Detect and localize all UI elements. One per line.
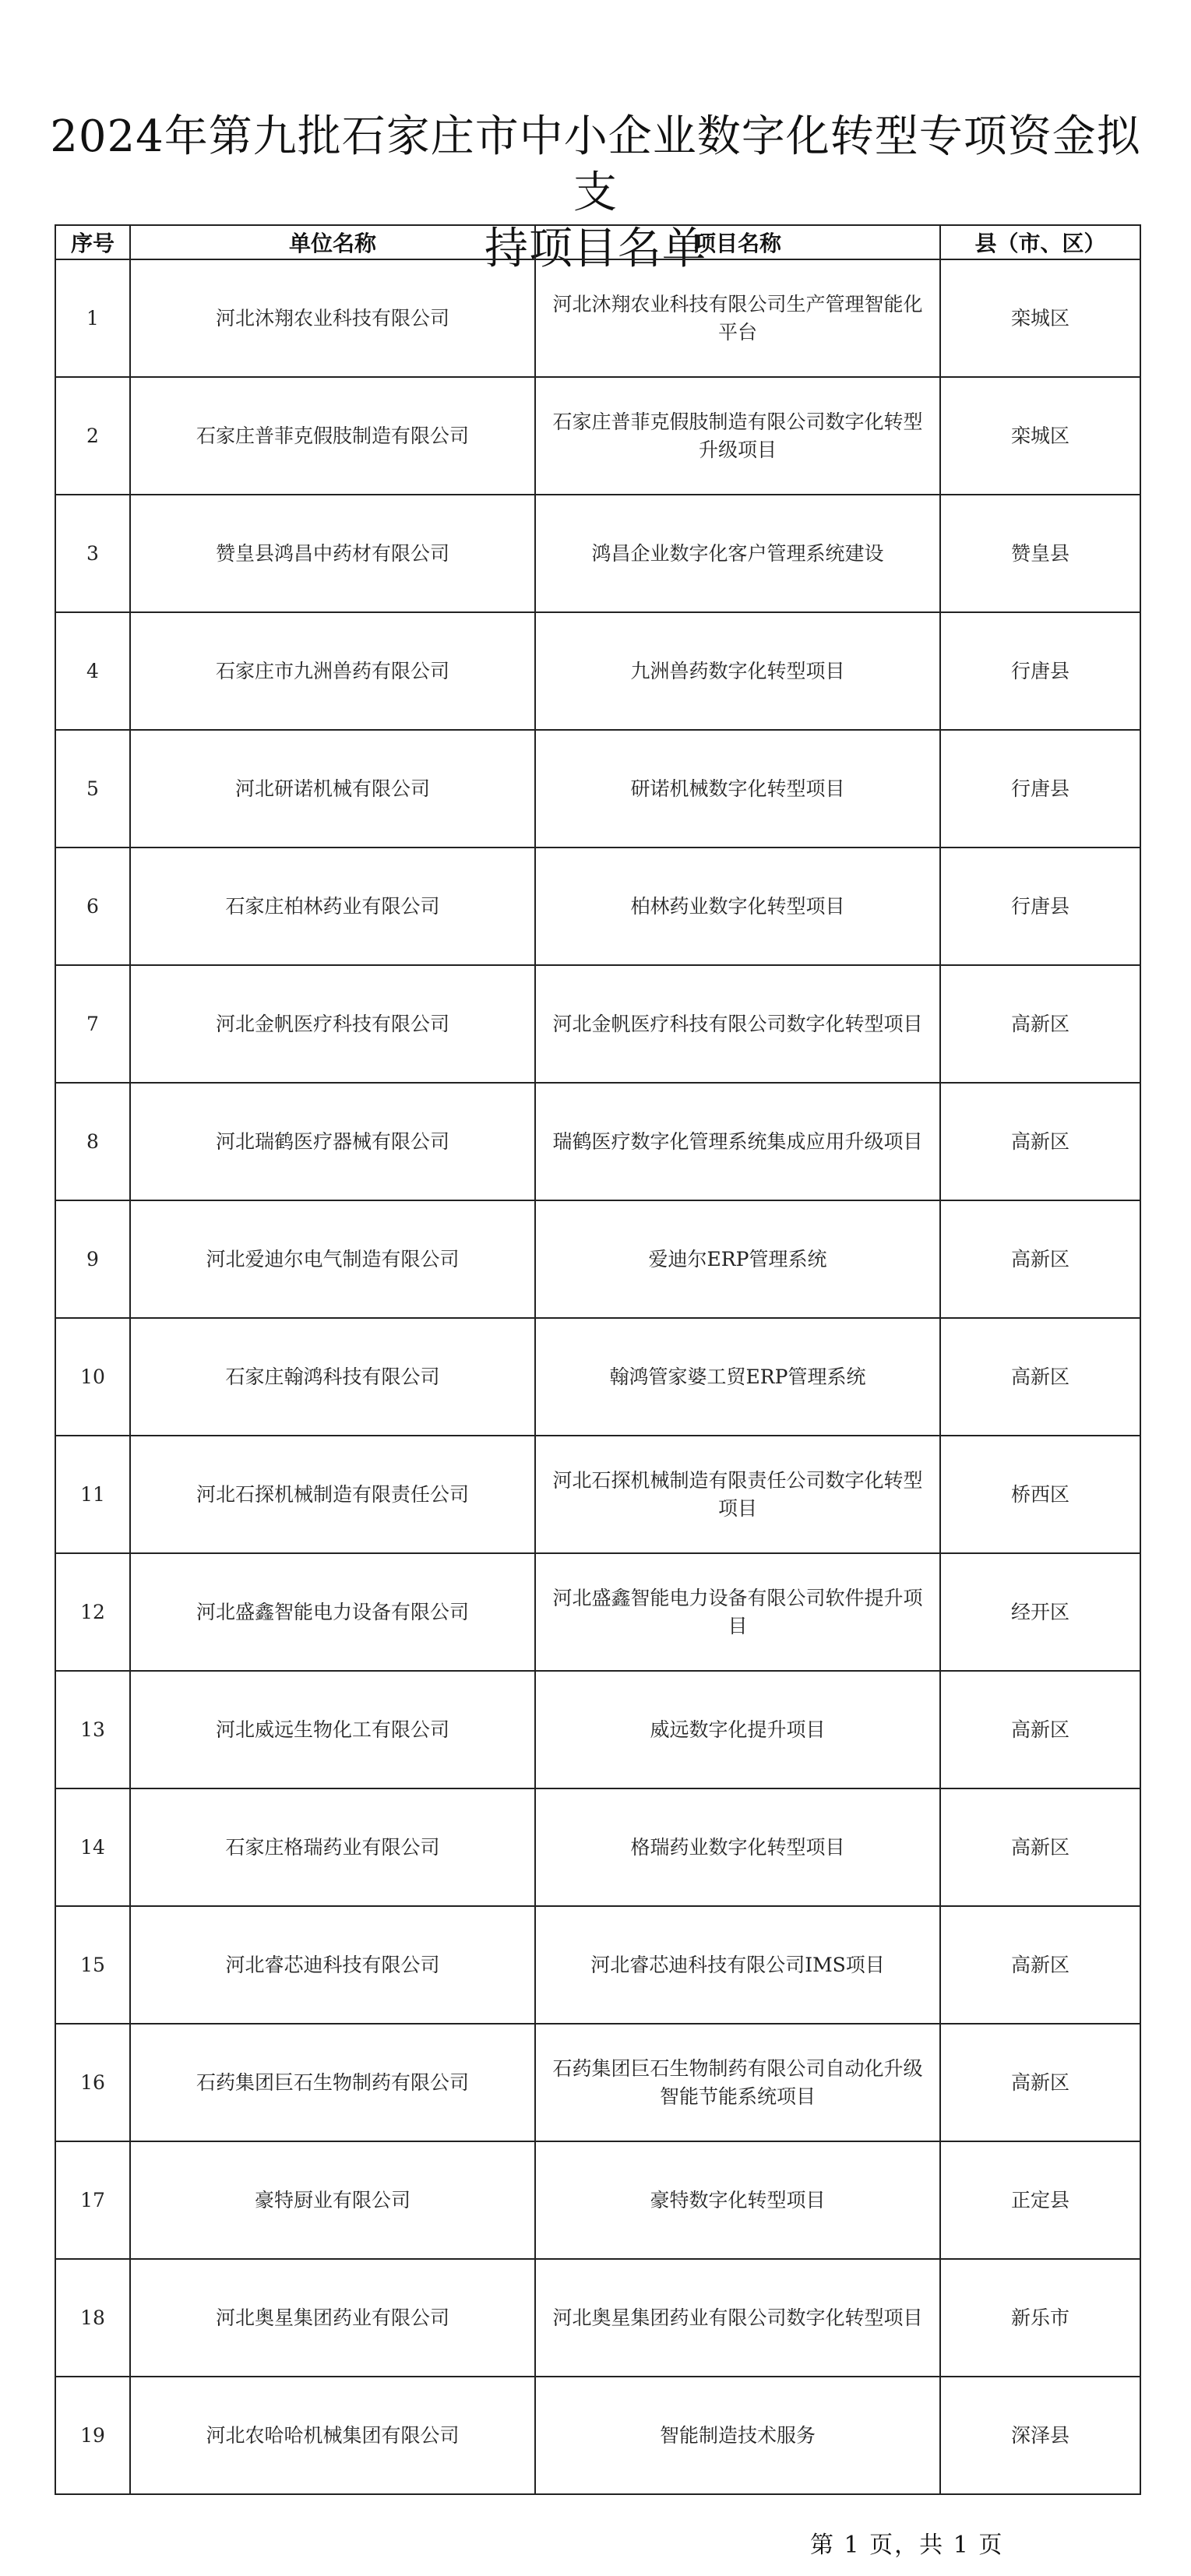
table-row	[55, 2024, 1140, 2141]
cell-no: 2	[55, 377, 130, 495]
cell-no: 7	[55, 965, 130, 1083]
cell-no: 3	[55, 495, 130, 612]
cell-district: 高新区	[940, 1318, 1140, 1436]
cell-unit-name: 石家庄格瑞药业有限公司	[130, 1788, 535, 1906]
cell-project-name: 威远数字化提升项目	[535, 1671, 940, 1788]
cell-unit-name: 河北农哈哈机械集团有限公司	[130, 2377, 535, 2494]
cell-district: 行唐县	[940, 612, 1140, 730]
cell-unit-name: 河北研诺机械有限公司	[130, 730, 535, 848]
cell-no: 9	[55, 1200, 130, 1318]
table-row	[55, 848, 1140, 965]
cell-project-name: 河北石探机械制造有限责任公司数字化转型项目	[535, 1436, 940, 1553]
cell-unit-name: 河北瑞鹤医疗器械有限公司	[130, 1083, 535, 1200]
table-row	[55, 1671, 1140, 1788]
cell-project-name: 瑞鹤医疗数字化管理系统集成应用升级项目	[535, 1083, 940, 1200]
table-row	[55, 1436, 1140, 1553]
cell-district: 高新区	[940, 2024, 1140, 2141]
cell-no: 5	[55, 730, 130, 848]
table-row	[55, 2259, 1140, 2377]
table-row	[55, 1318, 1140, 1436]
cell-no: 4	[55, 612, 130, 730]
cell-project-name: 河北奥星集团药业有限公司数字化转型项目	[535, 2259, 940, 2377]
cell-no: 6	[55, 848, 130, 965]
cell-district: 行唐县	[940, 848, 1140, 965]
cell-no: 19	[55, 2377, 130, 2494]
table-row	[55, 495, 1140, 612]
cell-project-name: 格瑞药业数字化转型项目	[535, 1788, 940, 1906]
table-row	[55, 377, 1140, 495]
header-no: 序号	[55, 225, 130, 259]
table-row	[55, 1553, 1140, 1671]
table-row	[55, 965, 1140, 1083]
cell-unit-name: 石家庄市九洲兽药有限公司	[130, 612, 535, 730]
cell-district: 栾城区	[940, 259, 1140, 377]
cell-unit-name: 赞皇县鸿昌中药材有限公司	[130, 495, 535, 612]
cell-unit-name: 石家庄普菲克假肢制造有限公司	[130, 377, 535, 495]
table-row	[55, 1200, 1140, 1318]
cell-district: 高新区	[940, 1906, 1140, 2024]
cell-no: 17	[55, 2141, 130, 2259]
cell-project-name: 河北沐翔农业科技有限公司生产管理智能化平台	[535, 259, 940, 377]
cell-unit-name: 石药集团巨石生物制药有限公司	[130, 2024, 535, 2141]
table-header-row	[55, 225, 1140, 259]
cell-no: 11	[55, 1436, 130, 1553]
cell-district: 桥西区	[940, 1436, 1140, 1553]
cell-project-name: 石药集团巨石生物制药有限公司自动化升级智能节能系统项目	[535, 2024, 940, 2141]
cell-no: 12	[55, 1553, 130, 1671]
cell-district: 栾城区	[940, 377, 1140, 495]
header-unit-name: 单位名称	[130, 225, 535, 259]
cell-unit-name: 河北奥星集团药业有限公司	[130, 2259, 535, 2377]
table-row	[55, 2377, 1140, 2494]
page-title-line-2: 持项目名单	[485, 224, 706, 274]
table-row	[55, 259, 1140, 377]
cell-project-name: 豪特数字化转型项目	[535, 2141, 940, 2259]
cell-unit-name: 石家庄翰鸿科技有限公司	[130, 1318, 535, 1436]
project-list-table	[55, 224, 1141, 2495]
cell-project-name: 翰鸿管家婆工贸ERP管理系统	[535, 1318, 940, 1436]
cell-district: 新乐市	[940, 2259, 1140, 2377]
cell-no: 1	[55, 259, 130, 377]
cell-unit-name: 河北睿芯迪科技有限公司	[130, 1906, 535, 2024]
cell-unit-name: 河北沐翔农业科技有限公司	[130, 259, 535, 377]
cell-unit-name: 石家庄柏林药业有限公司	[130, 848, 535, 965]
table-row	[55, 1083, 1140, 1200]
cell-unit-name: 河北金帆医疗科技有限公司	[130, 965, 535, 1083]
table-row	[55, 1788, 1140, 1906]
cell-unit-name: 豪特厨业有限公司	[130, 2141, 535, 2259]
cell-no: 15	[55, 1906, 130, 2024]
cell-no: 14	[55, 1788, 130, 1906]
cell-district: 高新区	[940, 1671, 1140, 1788]
cell-project-name: 河北睿芯迪科技有限公司IMS项目	[535, 1906, 940, 2024]
cell-unit-name: 河北石探机械制造有限责任公司	[130, 1436, 535, 1553]
cell-no: 10	[55, 1318, 130, 1436]
header-district: 县（市、区）	[940, 225, 1140, 259]
cell-district: 高新区	[940, 1788, 1140, 1906]
cell-project-name: 河北金帆医疗科技有限公司数字化转型项目	[535, 965, 940, 1083]
page-title-line-1: 2024年第九批石家庄市中小企业数字化转型专项资金拟支	[50, 111, 1141, 218]
cell-project-name: 鸿昌企业数字化客户管理系统建设	[535, 495, 940, 612]
cell-no: 18	[55, 2259, 130, 2377]
cell-project-name: 智能制造技术服务	[535, 2377, 940, 2494]
cell-district: 深泽县	[940, 2377, 1140, 2494]
cell-district: 高新区	[940, 965, 1140, 1083]
cell-project-name: 石家庄普菲克假肢制造有限公司数字化转型升级项目	[535, 377, 940, 495]
table-row	[55, 612, 1140, 730]
cell-unit-name: 河北盛鑫智能电力设备有限公司	[130, 1553, 535, 1671]
cell-district: 行唐县	[940, 730, 1140, 848]
cell-district: 赞皇县	[940, 495, 1140, 612]
table-row	[55, 730, 1140, 848]
cell-district: 高新区	[940, 1083, 1140, 1200]
cell-district: 正定县	[940, 2141, 1140, 2259]
cell-no: 8	[55, 1083, 130, 1200]
cell-project-name: 九洲兽药数字化转型项目	[535, 612, 940, 730]
cell-no: 13	[55, 1671, 130, 1788]
cell-district: 高新区	[940, 1200, 1140, 1318]
cell-project-name: 爱迪尔ERP管理系统	[535, 1200, 940, 1318]
header-project-name: 项目名称	[535, 225, 940, 259]
cell-project-name: 柏林药业数字化转型项目	[535, 848, 940, 965]
table-row	[55, 2141, 1140, 2259]
page-number: 第 1 页，共 1 页	[810, 2532, 1004, 2559]
cell-no: 16	[55, 2024, 130, 2141]
cell-district: 经开区	[940, 1553, 1140, 1671]
table-row	[55, 1906, 1140, 2024]
cell-project-name: 研诺机械数字化转型项目	[535, 730, 940, 848]
cell-project-name: 河北盛鑫智能电力设备有限公司软件提升项目	[535, 1553, 940, 1671]
cell-unit-name: 河北威远生物化工有限公司	[130, 1671, 535, 1788]
cell-unit-name: 河北爱迪尔电气制造有限公司	[130, 1200, 535, 1318]
